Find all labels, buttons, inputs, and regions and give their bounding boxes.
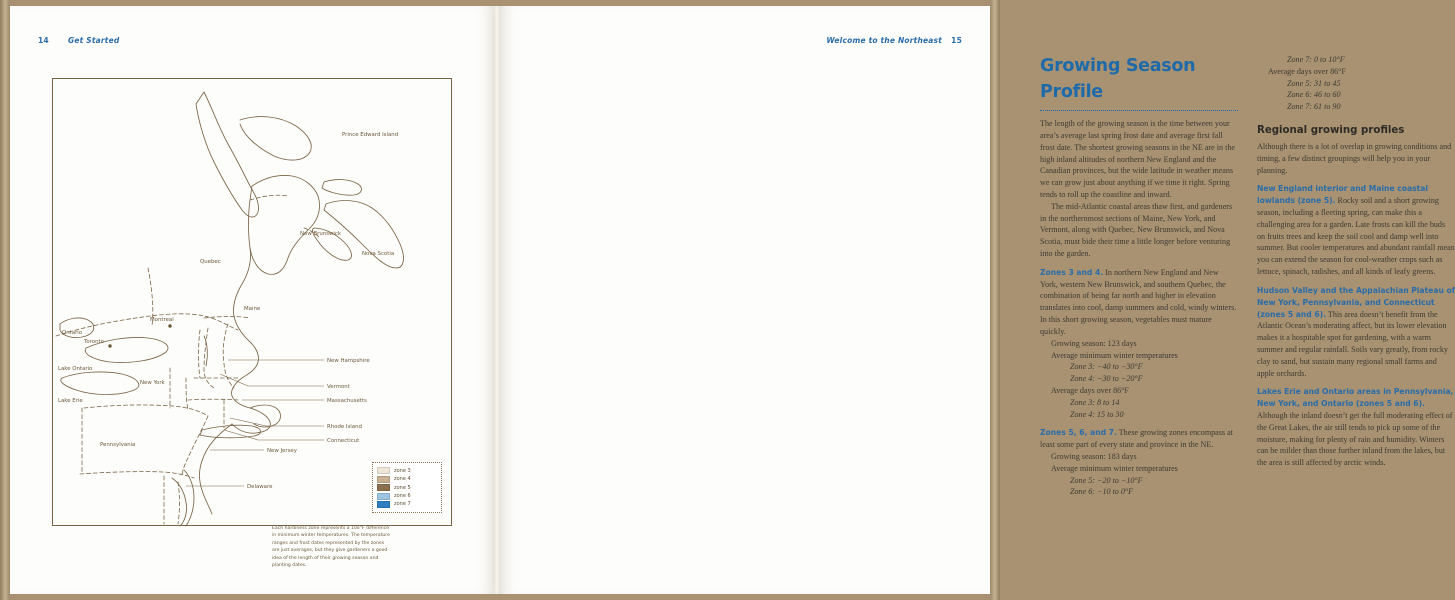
title-dotted-rule: [1040, 107, 1238, 111]
zones-5-6-7-spec-list-col1: [1040, 451, 1238, 498]
map-leader-lines: [186, 360, 324, 486]
map-label-montreal: Montreal: [150, 317, 174, 323]
spec-item: Zone 7: 0 to 10°F: [1287, 55, 1345, 64]
regional-entry-great-lakes: [1257, 386, 1455, 469]
map-label-pennsylvania: Pennsylvania: [100, 442, 136, 448]
spec-item: Zone 7: 61 to 90: [1287, 102, 1341, 112]
spec-item: Growing season: 183 days: [1051, 452, 1137, 462]
book-edge-right: [990, 0, 1000, 600]
map-label-new-jersey: New Jersey: [267, 448, 297, 454]
legend-label-zone-7: zone 7: [394, 501, 411, 508]
article-column-1: [1040, 54, 1238, 498]
regional-intro: Although there is a lot of overlap in growing conditions and timing, a few distinct groupings will help you in your planning.: [1257, 141, 1452, 175]
spec-item: Zone 3: 8 to 14: [1070, 397, 1120, 407]
left-page: [10, 6, 495, 594]
regional-entry-new-england: [1257, 183, 1455, 278]
spec-item: Zone 4: 15 to 30: [1070, 409, 1124, 419]
article-paragraph-1: The length of the growing season is the time between your area’s average last spring frost date and average first fall frost date. The shortest growing seasons in the NE are in the high inland altitudes of northern New England and the Canadian provinces, but the wide latitude in weather means we can grow just about anything if we time it right. Spring tends to roll up the coastline and inward.: [1040, 119, 1235, 199]
legend-row: [377, 501, 437, 508]
map-label-new-hampshire: New Hampshire: [327, 358, 370, 364]
spec-item: Zone 5: 31 to 45: [1287, 78, 1341, 88]
legend-label-zone-4: zone 4: [394, 476, 411, 483]
spec-item: Average minimum winter temperatures: [1051, 463, 1178, 473]
map-label-quebec: Quebec: [200, 259, 221, 265]
regional-entry-lead: Lakes Erie and Ontario areas in Pennsylvania, New York, and Ontario (zones 5 and 6).: [1257, 387, 1454, 409]
zones-3-4-body: In northern New England and New York, western New Brunswick, and southern Quebec, the combination of being far north and higher in elevation translates into cool, damp summers and cold, windy winters. In this short growing season, vegetables must mature quickly.: [1040, 267, 1237, 336]
page-title: Growing Season Profile: [1040, 56, 1196, 102]
regional-entry-body: Rocky soil and a short growing season, including a fleeting spring, can make this a challenging area for a garden. Late frosts can kill the buds on fruits trees and keep the soil cool and damp well into summer. But cooler temperatures and abundant rainfall mean you can extend the season for cool-weather crops such as lettuce, spinach, radishes, and all kinds of leafy greens.: [1257, 196, 1455, 277]
regional-profiles-subhead: Regional growing profiles: [1257, 125, 1405, 137]
article-paragraph-2: The mid-Atlantic coastal areas thaw first, and gardeners in the northernmost sections of Maine, New York, and Vermont, along with Quebec, New Brunswick, and Nova Scotia, must bide their time a little longer before venturing into the garden.: [1040, 201, 1233, 259]
spec-item: Zone 4: −30 to −20°F: [1070, 374, 1143, 384]
regional-entry-hudson-valley: [1257, 285, 1455, 380]
map-label-connecticut: Connecticut: [327, 438, 360, 444]
map-label-rhode-island: Rhode Island: [327, 424, 362, 430]
right-page: [499, 6, 1455, 594]
legend-swatch-zone-4: [377, 476, 390, 483]
map-label-lake-ontario: Lake Ontario: [58, 366, 93, 372]
map-label-vermont: Vermont: [327, 384, 350, 390]
zones-3-4-spec-list: [1040, 338, 1238, 421]
hardiness-zone-map: [52, 78, 452, 569]
legend-row: [377, 493, 437, 500]
map-label-nova-scotia: Nova Scotia: [362, 251, 395, 257]
spec-item: Zone 5: −20 to −10°F: [1070, 475, 1143, 485]
map-city-dots: [108, 324, 171, 347]
regional-entry-lead: Hudson Valley and the Appalachian Plateau of New York, Pennsylvania, and Connecticut (zones 5 and 6).: [1257, 285, 1455, 319]
map-label-maine: Maine: [244, 306, 261, 312]
regional-entry-lead: New England interior and Maine coastal lowlands (zone 5).: [1257, 184, 1428, 206]
book-edge-left: [0, 0, 10, 600]
legend-swatch-zone-3: [377, 467, 390, 474]
folio-left: 14: [38, 36, 49, 45]
zones-5-6-7-lead: Zones 5, 6, and 7.: [1040, 428, 1117, 438]
legend-label-zone-6: zone 6: [394, 493, 411, 500]
spec-item: Zone 6: 46 to 60: [1287, 90, 1341, 100]
map-label-ontario: Ontario: [62, 330, 83, 336]
spec-item: Zone 6: −10 to 0°F: [1070, 487, 1134, 497]
legend-label-zone-5: zone 5: [394, 484, 411, 491]
zones-5-6-7-paragraph: [1040, 427, 1238, 451]
running-head-right: Welcome to the Northeast: [826, 36, 942, 45]
legend-row: [377, 476, 437, 483]
map-legend: [372, 462, 442, 513]
spec-item: Average minimum winter temperatures: [1051, 350, 1178, 360]
map-label-lake-erie: Lake Erie: [58, 398, 83, 404]
spec-item: Average days over 86°F: [1268, 66, 1346, 76]
legend-row: [377, 484, 437, 491]
spec-item: Zone 3: −40 to −30°F: [1070, 362, 1143, 372]
map-label-prince-edward-island: Prince Edward Island: [342, 132, 399, 138]
map-label-new-york: New York: [140, 380, 165, 386]
legend-row: [377, 467, 437, 474]
zones-3-4-paragraph: [1040, 267, 1238, 338]
running-head-left: Get Started: [68, 36, 120, 45]
article-column-2: [1257, 54, 1455, 469]
spec-item: Growing season: 123 days: [1051, 338, 1137, 348]
map-label-new-brunswick: New Brunswick: [300, 231, 342, 237]
map-place-labels: [58, 132, 398, 490]
map-label-massachusetts: Massachusetts: [327, 398, 367, 404]
legend-label-zone-3: zone 3: [394, 467, 411, 474]
legend-swatch-zone-7: [377, 501, 390, 508]
regional-entry-body: Although the inland doesn’t get the full moderating effect of the Great Lakes, the air still tends to pick up some of the moisture, making for plenty of rain and humidity. Winters can be milder than those further inland from the lakes, but the area is still affected by arctic winds.: [1257, 411, 1453, 468]
folio-right: 15: [951, 36, 962, 45]
zones-3-4-lead: Zones 3 and 4.: [1040, 267, 1104, 277]
zones-5-6-7-body: These growing zones encompass at least some part of every state and province in the NE.: [1040, 428, 1233, 450]
legend-swatch-zone-5: [377, 484, 390, 491]
legend-swatch-zone-6: [377, 493, 390, 500]
zones-5-6-7-spec-list-col2: [1257, 54, 1455, 113]
map-caption: Each hardiness zone represents a 10o°F difference in minimum winter temperatures. The temperature ranges and frost dates represented by the zones are just averages, but they give gardeners a good idea of the length of their growing season and planting dates.: [272, 526, 390, 569]
map-coastlines: [60, 92, 403, 526]
map-label-delaware: Delaware: [247, 484, 273, 490]
spec-item: Average days over 86°F: [1051, 385, 1129, 395]
map-graphic: [52, 78, 452, 526]
regional-entry-body: This area doesn’t benefit from the Atlantic Ocean’s moderating affect, but its lower elevation makes it a hospitable spot for gardening, with a warm summer and regular rainfall. Soils vary greatly, from rocky clay to sand, but sustain many regional small farms and apple orchards.: [1257, 309, 1448, 378]
map-label-toronto: Toronto: [84, 339, 104, 345]
